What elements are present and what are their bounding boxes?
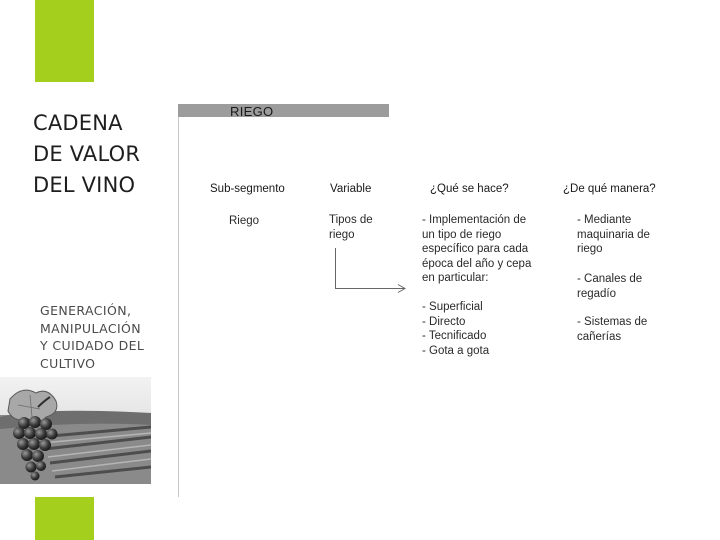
arrow-right-icon	[330, 248, 410, 294]
cell-line: cañerías	[577, 330, 622, 343]
title-line: DE VALOR	[33, 142, 141, 166]
cell-subsegmento	[229, 214, 259, 229]
header-que-se-hace: ¿Qué se hace?	[430, 183, 509, 195]
cell-manera-block-2	[577, 272, 642, 301]
cell-line: regadío	[577, 287, 617, 300]
cell-line: específico para cada	[422, 243, 529, 256]
section-label-line: Y CUIDADO DEL	[40, 338, 145, 353]
accent-block-top	[35, 0, 94, 82]
cell-line: - Directo	[422, 315, 466, 328]
cell-line: - Canales de	[577, 273, 643, 285]
accent-block-bottom	[35, 497, 94, 540]
cell-line: - Tecnificado	[422, 330, 487, 343]
section-label-line: MANIPULACIÓN	[40, 320, 142, 336]
cell-line: Tipos de	[329, 214, 373, 226]
cell-line: riego	[577, 243, 603, 256]
section-label	[40, 302, 170, 372]
cell-variable	[329, 213, 373, 242]
cell-line: - Mediante	[577, 214, 632, 226]
title-line: CADENA	[33, 111, 123, 135]
section-label-line: CULTIVO	[40, 355, 96, 371]
cell-line: maquinaria de	[577, 228, 650, 241]
header-subsegmento: Sub-segmento	[210, 183, 285, 195]
vineyard-grapes-photo	[0, 377, 151, 484]
cell-manera-block-3	[577, 315, 647, 344]
cell-line: - Gota a gota	[422, 344, 490, 357]
cell-line: un tipo de riego	[422, 228, 502, 241]
header-de-que-manera: ¿De qué manera?	[563, 183, 656, 195]
cell-que-block-1	[422, 213, 531, 286]
cell-line: época del año y cepa	[422, 257, 532, 270]
section-label-line: GENERACIÓN,	[40, 303, 132, 318]
header-variable: Variable	[330, 183, 372, 195]
cell-line: en particular:	[422, 272, 489, 285]
cell-manera-block-1	[577, 213, 650, 257]
page-title	[33, 108, 173, 201]
banner-bar	[178, 104, 389, 117]
cell-que-block-2	[422, 300, 489, 358]
cell-line: - Sistemas de	[577, 316, 648, 328]
banner-label: RIEGO	[230, 104, 274, 119]
cell-line: riego	[329, 228, 355, 241]
title-line: DEL VINO	[33, 173, 136, 197]
cell-line: - Superficial	[422, 301, 483, 313]
vertical-divider	[178, 104, 179, 497]
cell-line: - Implementación de	[422, 214, 527, 226]
cell-line: Riego	[229, 215, 260, 227]
